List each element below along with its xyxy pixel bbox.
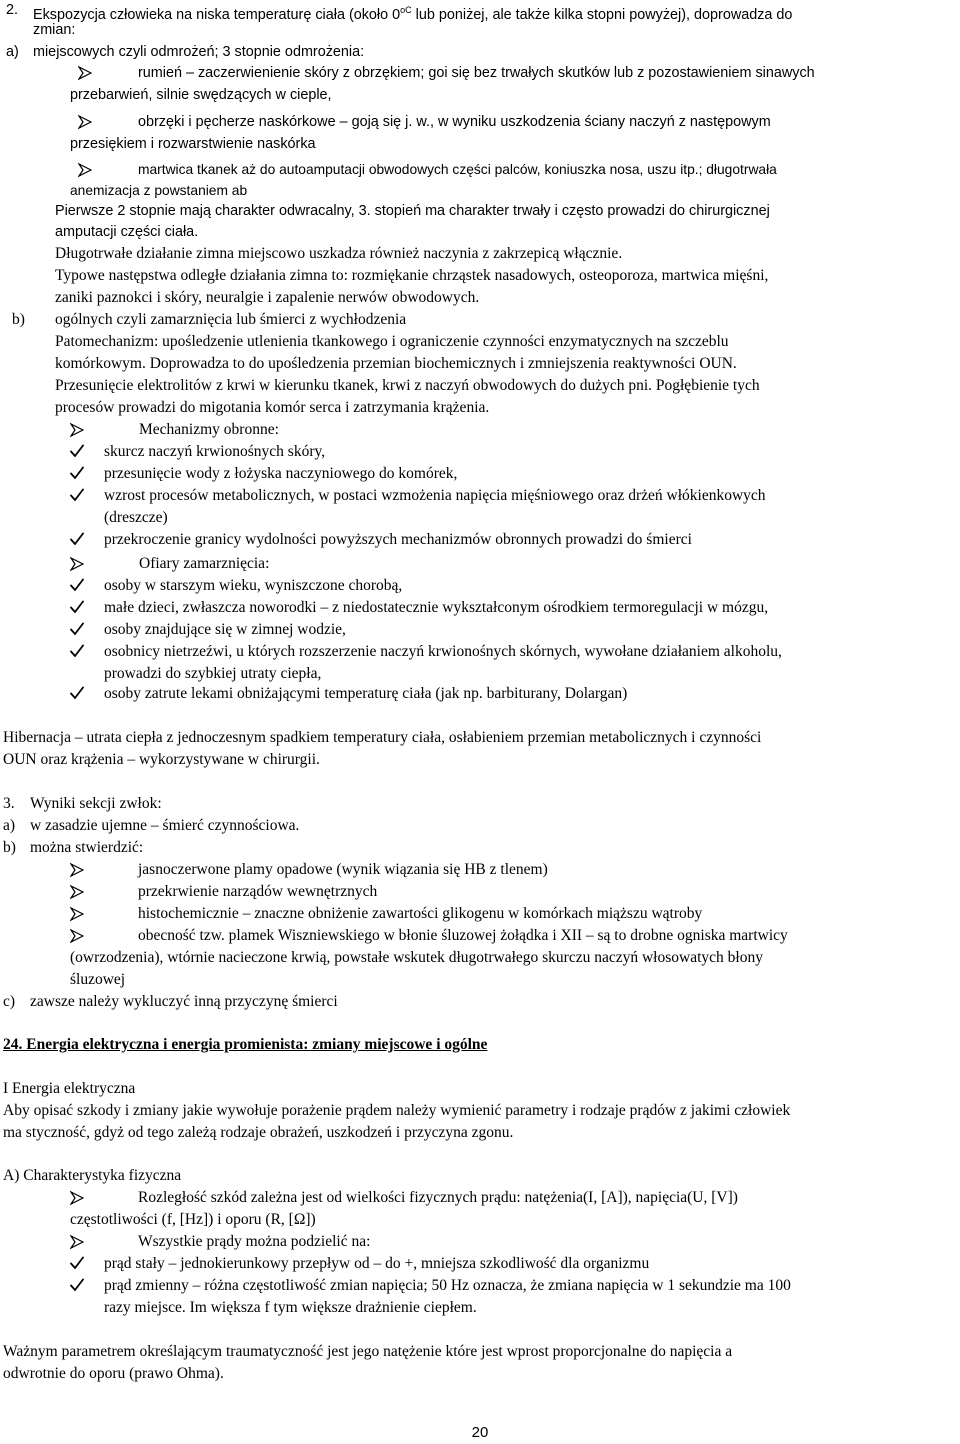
paragraph: Hibernacja – utrata ciepła z jednoczesnym spadkiem temperatury ciała, osłabieniem przemian metabolicznych i czynności xyxy=(3,729,762,746)
point-2-line-1: Ekspozycja człowieka na niska temperaturę ciała (około $0^{oC}$ lub poniżej, ale także kilka stopni powyżej), doprowadza do xyxy=(33,5,793,23)
arrow-bullet-icon xyxy=(70,1235,84,1249)
paragraph: procesów prowadzi do migotania komór serca i zatrzymania krążenia. xyxy=(55,399,490,416)
arrow-bullet-icon xyxy=(78,163,92,177)
point-number: 3. xyxy=(3,795,15,812)
list-item-continued: przesiękiem i rozwarstwienie naskórka xyxy=(70,136,316,152)
arrow-bullet-icon xyxy=(70,557,84,571)
list-item: histochemicznie – znaczne obniżenie zawartości glikogenu w komórkach miąższu wątroby xyxy=(138,905,703,922)
list-item: osoby w starszym wieku, wyniszczone chorobą, xyxy=(104,577,403,594)
checkmark-icon xyxy=(70,1278,84,1292)
section-b-title: ogólnych czyli zamarznięcia lub śmierci z wychłodzenia xyxy=(55,311,407,328)
paragraph: Ważnym parametrem określającym traumatyczność jest jego natężenie które jest wprost proporcjonalne do napięcia a xyxy=(3,1343,733,1360)
point-2-line-2: zmian: xyxy=(33,22,76,38)
list-item-continued: razy miejsce. Im większa f tym większe drażnienie ciepłem. xyxy=(104,1299,477,1316)
list-item: wzrost procesów metabolicznych, w postaci wzmożenia napięcia mięśniowego oraz drżeń włókienkowych xyxy=(104,487,766,504)
list-item: Rozległość szkód zależna jest od wielkości fizycznych prądu: natężenia(I, [A]), napięcia(U, [V]) xyxy=(138,1189,738,1206)
list-heading: Ofiary zamarznięcia: xyxy=(139,555,270,572)
list-item: osobnicy nietrzeźwi, u których rozszerzenie naczyń krwionośnych skórnych, wywołane działaniem alkoholu, xyxy=(104,643,782,660)
list-item: przekroczenie granicy wydolności powyższych mechanizmów obronnych prowadzi do śmierci xyxy=(104,531,692,548)
list-item-continued: przebarwień, silnie swędzących w cieple, xyxy=(70,87,332,103)
checkmark-icon xyxy=(70,444,84,458)
superscript-unit: oC xyxy=(400,5,412,15)
list-item-continued: (dreszcze) xyxy=(104,509,168,526)
paragraph: Pierwsze 2 stopnie mają charakter odwracalny, 3. stopień ma charakter trwały i często prowadzi do chirurgicznej xyxy=(55,203,770,219)
list-label: c) xyxy=(3,993,16,1010)
arrow-bullet-icon xyxy=(70,929,84,943)
list-label: b) xyxy=(3,839,16,856)
checkmark-icon xyxy=(70,644,84,658)
list-item: obecność tzw. plamek Wiszniewskiego w błonie śluzowej żołądka i XII – są to drobne ogniska martwicy xyxy=(138,927,788,944)
list-heading: Mechanizmy obronne: xyxy=(139,421,279,438)
arrow-bullet-icon xyxy=(70,863,84,877)
list-item: Wszystkie prądy można podzielić na: xyxy=(138,1233,371,1250)
page-number: 20 xyxy=(471,1424,489,1441)
list-item: przesunięcie wody z łożyska naczyniowego do komórek, xyxy=(104,465,458,482)
list-item: zawsze należy wykluczyć inną przyczynę śmierci xyxy=(30,993,338,1010)
paragraph: amputacji części ciała. xyxy=(55,224,199,240)
arrow-bullet-icon xyxy=(70,423,84,437)
list-item: osoby znajdujące się w zimnej wodzie, xyxy=(104,621,346,638)
point-3-title: Wyniki sekcji zwłok: xyxy=(30,795,162,812)
checkmark-icon xyxy=(70,1256,84,1270)
list-item: w zasadzie ujemne – śmierć czynnościowa. xyxy=(30,817,300,834)
point-number: 2. xyxy=(6,2,19,18)
list-item: rumień – zaczerwienienie skóry z obrzękiem; goi się bez trwałych skutków lub z pozostawieniem sinawych xyxy=(138,65,815,81)
checkmark-icon xyxy=(70,466,84,480)
arrow-bullet-icon xyxy=(78,66,92,80)
list-item: skurcz naczyń krwionośnych skóry, xyxy=(104,443,326,460)
list-item: martwica tkanek aż do autoamputacji obwodowych części palców, koniuszka nosa, uszu itp.; długotrwała xyxy=(138,162,777,177)
arrow-bullet-icon xyxy=(70,907,84,921)
paragraph: ma styczność, gdyż od tego zależą rodzaje obrażeń, uszkodzeń i przyczyna zgonu. xyxy=(3,1124,514,1141)
paragraph: zaniki paznokci i skóry, neuralgie i zapalenie nerwów obwodowych. xyxy=(55,289,480,306)
checkmark-icon xyxy=(70,578,84,592)
paragraph: Długotrwałe działanie zimna miejscowo uszkadza również naczynia z zakrzepicą włącznie. xyxy=(55,245,623,262)
checkmark-icon xyxy=(70,488,84,502)
list-label: a) xyxy=(6,44,19,60)
arrow-bullet-icon xyxy=(70,885,84,899)
subheading: I Energia elektryczna xyxy=(3,1080,136,1097)
paragraph: OUN oraz krążenia – wykorzystywane w chirurgii. xyxy=(3,751,320,768)
paragraph: komórkowym. Doprowadza to do upośledzenia przemian biochemicznych i zmniejszenia reaktywności OUN. xyxy=(55,355,737,372)
list-item-continued: (owrzodzenia), wtórnie nacieczone krwią, powstałe wskutek długotrwałego skurczu naczyń włosowatych błony xyxy=(70,949,763,966)
paragraph: Aby opisać szkody i zmiany jakie wywołuje porażenie prądem należy wymienić parametry i rodzaje prądów z jakimi człowiek xyxy=(3,1102,791,1119)
arrow-bullet-icon xyxy=(78,115,92,129)
paragraph: Patomechanizm: upośledzenie utlenienia tkankowego i ograniczenie czynności enzymatycznych na szczeblu xyxy=(55,333,729,350)
list-item-continued: prowadzi do szybkiej utraty ciepła, xyxy=(104,665,322,682)
list-item: przekrwienie narządów wewnętrznych xyxy=(138,883,378,900)
paragraph: Przesunięcie elektrolitów z krwi w kierunku tkanek, krwi z naczyń obwodowych do dużych pni. Pogłębienie tych xyxy=(55,377,760,394)
checkmark-icon xyxy=(70,686,84,700)
list-item: prąd zmienny – różna częstotliwość zmian napięcia; 50 Hz oznacza, że zmiana napięcia w 1 sekundzie ma 100 xyxy=(104,1277,791,1294)
section-a-title: miejscowych czyli odmrożeń; 3 stopnie odmrożenia: xyxy=(33,44,365,60)
list-item-continued: częstotliwości (f, [Hz]) i oporu (R, [Ω]) xyxy=(70,1211,316,1228)
checkmark-icon xyxy=(70,600,84,614)
list-item: małe dzieci, zwłaszcza noworodki – z niedostatecznie wykształconym ośrodkiem termoregulacji w mózgu, xyxy=(104,599,769,616)
list-item: obrzęki i pęcherze naskórkowe – goją się j. w., w wyniku uszkodzenia ściany naczyń z następowym xyxy=(138,114,771,130)
section-heading: 24. Energia elektryczna i energia promienista: zmiany miejscowe i ogólne xyxy=(3,1036,488,1053)
paragraph: odwrotnie do oporu (prawo Ohma). xyxy=(3,1365,224,1382)
list-item: jasnoczerwone plamy opadowe (wynik wiązania się HB z tlenem) xyxy=(138,861,548,878)
checkmark-icon xyxy=(70,622,84,636)
list-item-continued: anemizacja z powstaniem ab xyxy=(70,183,248,198)
list-item: można stwierdzić: xyxy=(30,839,144,856)
checkmark-icon xyxy=(70,532,84,546)
list-item: prąd stały – jednokierunkowy przepływ od – do +, mniejsza szkodliwość dla organizmu xyxy=(104,1255,650,1272)
list-item-continued: śluzowej xyxy=(70,971,126,988)
list-label: a) xyxy=(3,817,16,834)
list-label: b) xyxy=(12,311,25,328)
paragraph: Typowe następstwa odległe działania zimna to: rozmiękanie chrząstek nasadowych, osteoporoza, martwica mięśni, xyxy=(55,267,769,284)
subheading: A) Charakterystyka fizyczna xyxy=(3,1167,182,1184)
list-item: osoby zatrute lekami obniżającymi temperaturę ciała (jak np. barbiturany, Dolargan) xyxy=(104,685,628,702)
arrow-bullet-icon xyxy=(70,1191,84,1205)
